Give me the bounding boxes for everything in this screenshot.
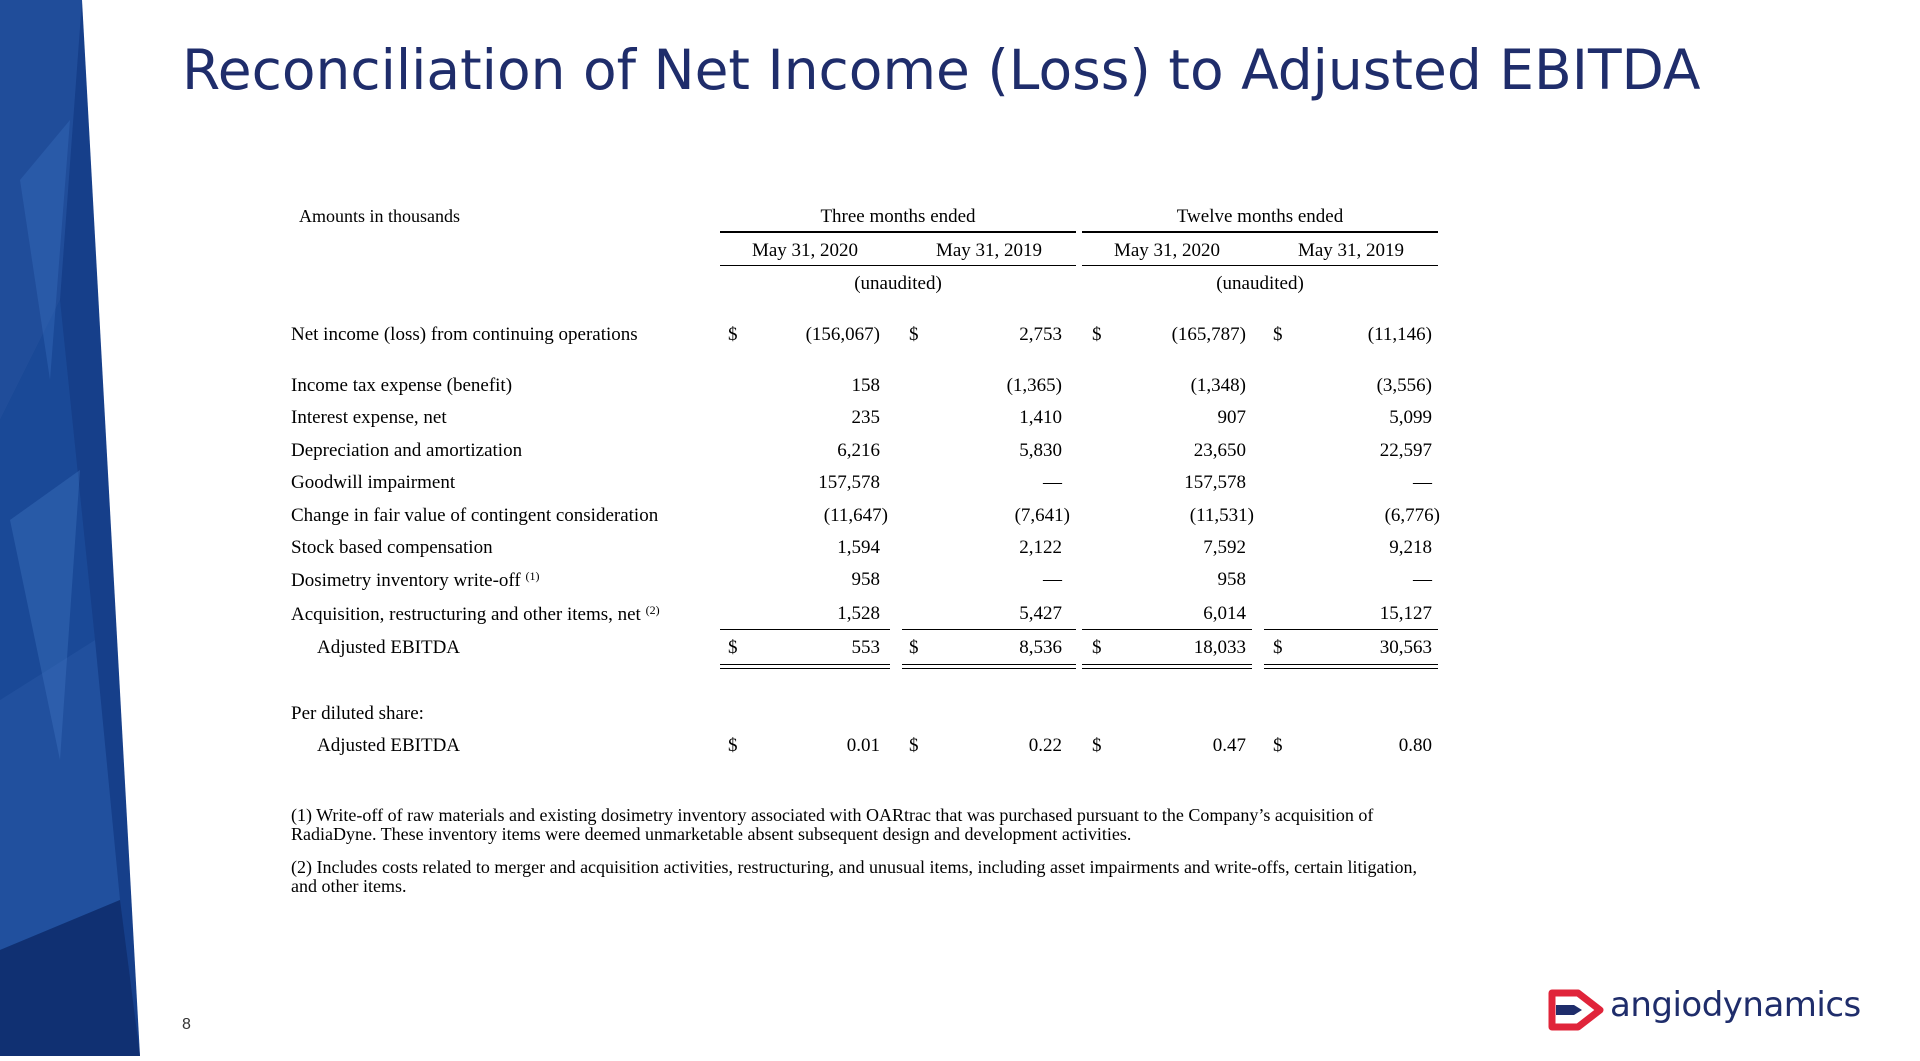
table-row xyxy=(0,603,1920,629)
currency-symbol: $ xyxy=(728,735,738,756)
cell-value: 1,594 xyxy=(837,537,880,558)
cell-value: 5,099 xyxy=(1389,407,1432,428)
cell-value: 157,578 xyxy=(818,472,880,493)
footnote-marker: (2) xyxy=(645,603,660,617)
table-row xyxy=(0,537,1920,563)
cell-value: 22,597 xyxy=(1379,440,1432,461)
group-header-three-months: Three months ended xyxy=(820,206,976,227)
cell-value: (1,348) xyxy=(1190,375,1246,396)
unaudited-label: (unaudited) xyxy=(854,273,942,294)
cell-value: (11,146) xyxy=(1367,324,1432,345)
cell-value: (7,641) xyxy=(1014,505,1070,526)
cell-value: 958 xyxy=(851,569,880,590)
row-label: Dosimetry inventory write-off $^{(1)}$ xyxy=(291,569,540,591)
unaudited-label: (unaudited) xyxy=(1216,273,1304,294)
subtotal-rule xyxy=(1264,629,1438,630)
table-row xyxy=(0,440,1920,466)
cell-value: — xyxy=(1413,569,1432,590)
row-label: Change in fair value of contingent consideration xyxy=(291,505,659,526)
cell-value: (6,776) xyxy=(1384,505,1440,526)
cell-value: 0.80 xyxy=(1398,735,1432,756)
column-header: May 31, 2020 xyxy=(751,240,859,261)
row-label: Acquisition, restructuring and other items, net $^{(2)}$ xyxy=(291,603,660,625)
double-underline xyxy=(720,664,890,669)
subtotal-rule xyxy=(1082,629,1252,630)
column-header: May 31, 2020 xyxy=(1113,240,1221,261)
currency-symbol: $ xyxy=(1273,637,1283,658)
per-share-heading-row xyxy=(0,703,1920,729)
group-header-twelve-months: Twelve months ended xyxy=(1176,206,1344,227)
table-row-per-share xyxy=(0,735,1920,761)
cell-value: 23,650 xyxy=(1193,440,1246,461)
table-row xyxy=(0,407,1920,433)
currency-symbol: $ xyxy=(1273,324,1283,345)
column-header-rule xyxy=(1082,265,1438,266)
cell-value: 0.47 xyxy=(1212,735,1246,756)
cell-value: 5,830 xyxy=(1019,440,1062,461)
table-row xyxy=(0,505,1920,531)
cell-value: — xyxy=(1413,472,1432,493)
column-header: May 31, 2019 xyxy=(1297,240,1405,261)
column-header-rule xyxy=(720,265,1076,266)
row-label: Interest expense, net xyxy=(291,407,447,428)
cell-value: (11,531) xyxy=(1189,505,1254,526)
subtotal-rule xyxy=(902,629,1076,630)
cell-value: — xyxy=(1043,472,1062,493)
column-header: May 31, 2019 xyxy=(935,240,1043,261)
table-row xyxy=(0,472,1920,498)
cell-value: (11,647) xyxy=(823,505,888,526)
double-underline xyxy=(902,664,1076,669)
cell-value: 30,563 xyxy=(1379,637,1432,658)
row-label: Income tax expense (benefit) xyxy=(291,375,513,396)
cell-value: — xyxy=(1043,569,1062,590)
row-label: Adjusted EBITDA xyxy=(317,735,461,756)
table-row xyxy=(0,569,1920,595)
currency-symbol: $ xyxy=(1092,324,1102,345)
group-rule xyxy=(720,231,1076,233)
cell-value: 15,127 xyxy=(1379,603,1432,624)
subtotal-rule xyxy=(720,629,890,630)
cell-value: 0.22 xyxy=(1028,735,1062,756)
logo-mark-icon xyxy=(1548,987,1604,1033)
table-row-total xyxy=(0,637,1920,663)
cell-value: 6,014 xyxy=(1203,603,1246,624)
cell-value: 2,122 xyxy=(1019,537,1062,558)
row-label: Adjusted EBITDA xyxy=(317,637,461,658)
cell-value: 8,536 xyxy=(1019,637,1062,658)
cell-value: 1,410 xyxy=(1019,407,1062,428)
cell-value: 958 xyxy=(1217,569,1246,590)
currency-symbol: $ xyxy=(1092,735,1102,756)
cell-value: 6,216 xyxy=(837,440,880,461)
cell-value: 5,427 xyxy=(1019,603,1062,624)
cell-value: 7,592 xyxy=(1203,537,1246,558)
slide-title: Reconciliation of Net Income (Loss) to Adjusted EBITDA xyxy=(182,38,1701,102)
company-logo xyxy=(1548,985,1888,1037)
currency-symbol: $ xyxy=(909,637,919,658)
double-underline xyxy=(1082,664,1252,669)
currency-symbol: $ xyxy=(728,637,738,658)
logo-text: angiodynamics xyxy=(1610,985,1861,1025)
cell-value: 18,033 xyxy=(1193,637,1246,658)
currency-symbol: $ xyxy=(909,735,919,756)
cell-value: 9,218 xyxy=(1389,537,1432,558)
footnote-marker: (1) xyxy=(525,569,540,583)
footnote-2: (2) Includes costs related to merger and acquisition activities, restructuring, and unusual items, including asset impairments and write-offs, certain litigation, and other items. xyxy=(291,857,1418,896)
units-note: Amounts in thousands xyxy=(299,206,461,226)
cell-value: 157,578 xyxy=(1184,472,1246,493)
footnote-1: (1) Write-off of raw materials and existing dosimetry inventory associated with OARtrac that was purchased pursuant to the Company’s acquisition of RadiaDyne. These inventory items were deemed unmarketable absent subsequent design and development activities. xyxy=(291,805,1374,844)
page-number: 8 xyxy=(182,1016,191,1033)
cell-value: 158 xyxy=(851,375,880,396)
row-label: Goodwill impairment xyxy=(291,472,456,493)
currency-symbol: $ xyxy=(728,324,738,345)
group-rule xyxy=(1082,231,1438,233)
per-share-heading: Per diluted share: xyxy=(291,703,424,724)
cell-value: 907 xyxy=(1217,407,1246,428)
row-label: Net income (loss) from continuing operations xyxy=(291,324,638,345)
cell-value: 553 xyxy=(851,637,880,658)
cell-value: (3,556) xyxy=(1376,375,1432,396)
double-underline xyxy=(1264,664,1438,669)
cell-value: 0.01 xyxy=(846,735,880,756)
cell-value: (165,787) xyxy=(1171,324,1246,345)
table-row xyxy=(0,324,1920,350)
row-label: Depreciation and amortization xyxy=(291,440,523,461)
row-label: Stock based compensation xyxy=(291,537,493,558)
cell-value: 2,753 xyxy=(1019,324,1062,345)
cell-value: 1,528 xyxy=(837,603,880,624)
currency-symbol: $ xyxy=(1092,637,1102,658)
cell-value: (1,365) xyxy=(1006,375,1062,396)
cell-value: 235 xyxy=(851,407,880,428)
cell-value: (156,067) xyxy=(805,324,880,345)
currency-symbol: $ xyxy=(909,324,919,345)
currency-symbol: $ xyxy=(1273,735,1283,756)
table-row xyxy=(0,375,1920,401)
